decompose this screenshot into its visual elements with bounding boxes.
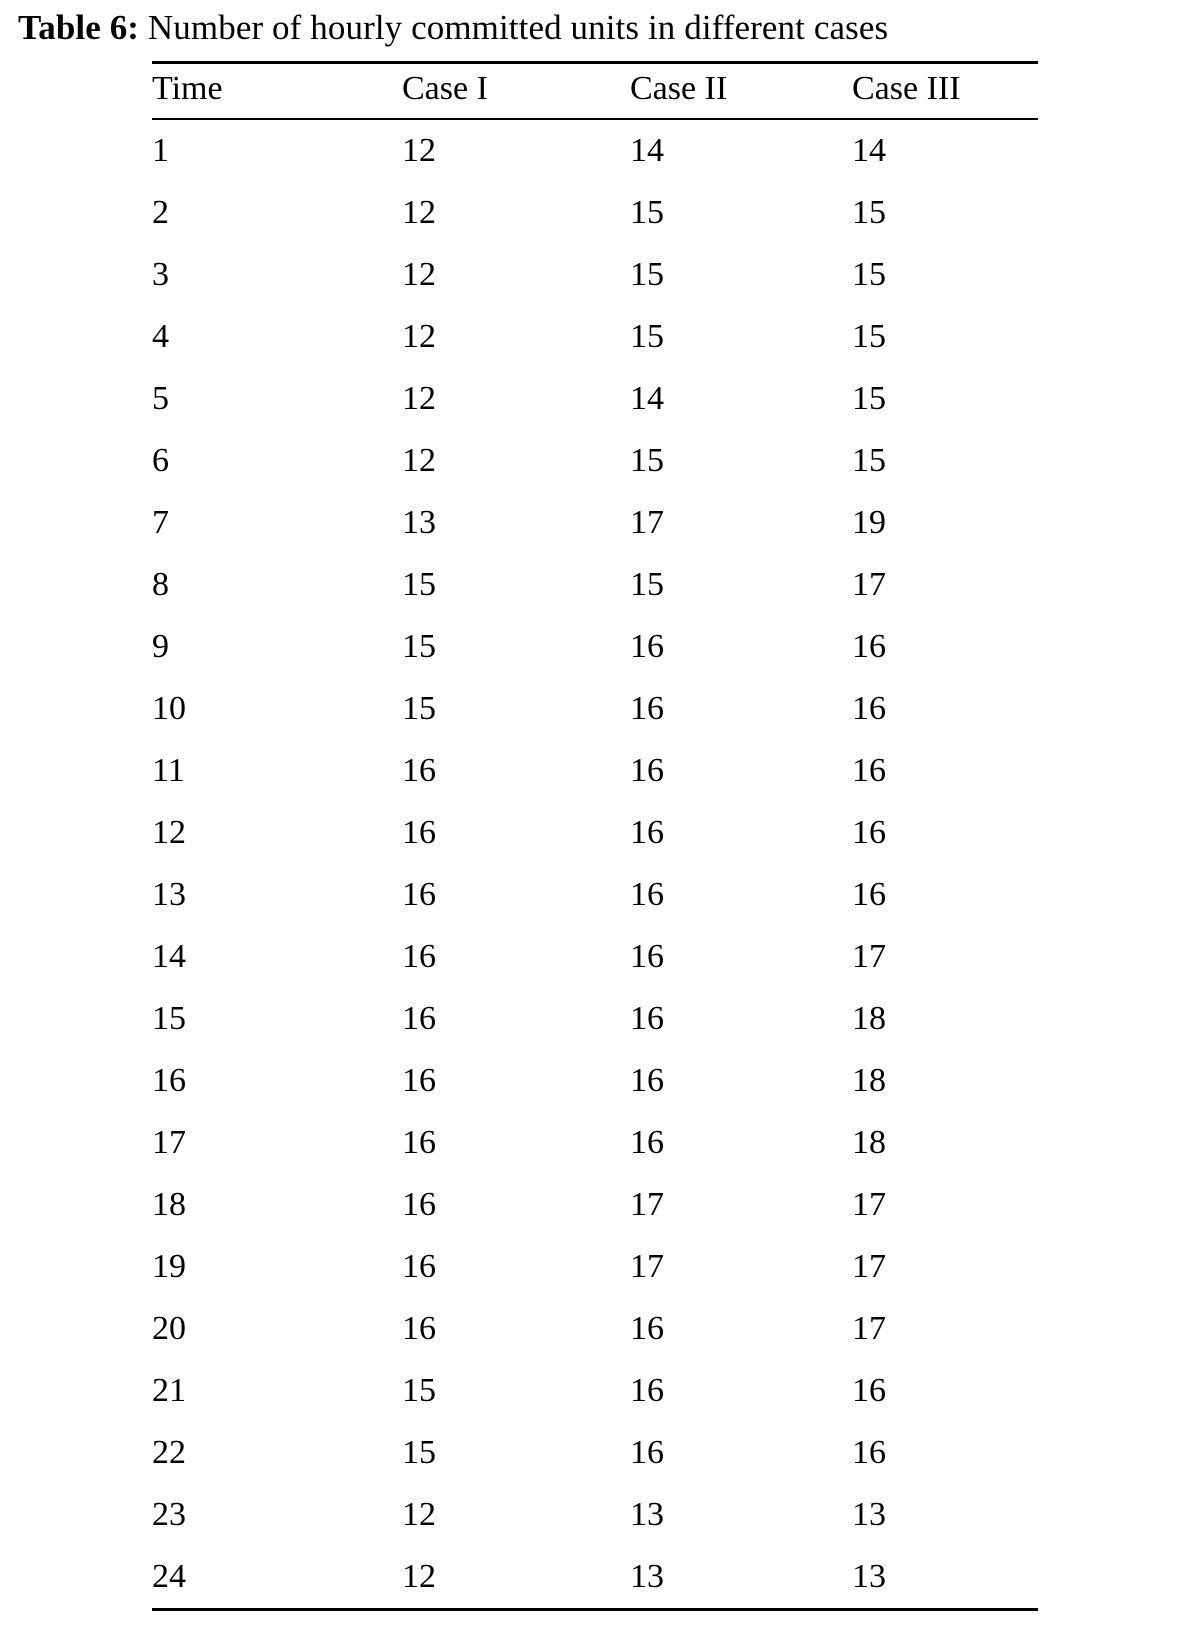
cell-time: 24 <box>152 1546 402 1610</box>
cell-value: 18 <box>852 1124 886 1162</box>
cell-value: 15 <box>852 442 886 480</box>
cell-value: 15 <box>630 318 664 356</box>
cell-time: 16 <box>152 1062 186 1100</box>
cell-value: 17 <box>852 566 886 604</box>
cell-time: 4 <box>152 318 169 356</box>
cell-time: 17 <box>152 1124 186 1162</box>
cell-value: 16 <box>852 628 886 666</box>
cell-time: 6 <box>152 442 169 480</box>
cell-value: 14 <box>630 380 664 418</box>
cell-time: 14 <box>152 938 186 976</box>
cell-value: 16 <box>630 690 664 728</box>
table-row <box>152 1174 1038 1236</box>
table-row <box>152 306 1038 368</box>
cell-time: 18 <box>152 1186 186 1224</box>
column-header-case-3: Case III <box>852 63 1038 120</box>
cell-time: 19 <box>152 1248 186 1286</box>
column-header-case-1: Case I <box>402 63 630 120</box>
table-header-row <box>152 63 1038 120</box>
column-header-time: Time <box>152 63 402 120</box>
cell-value: 16 <box>630 1310 664 1348</box>
cell-value: 15 <box>402 628 436 666</box>
cell-value: 17 <box>852 1248 886 1286</box>
cell-value: 15 <box>630 194 664 232</box>
cell-value: 15 <box>630 442 664 480</box>
table-row <box>152 1422 1038 1484</box>
cell-time: 12 <box>152 814 186 852</box>
table-caption-text: Number of hourly committed units in different cases <box>147 8 889 47</box>
cell-value: 14 <box>852 132 886 170</box>
table-row <box>152 182 1038 244</box>
table-row <box>152 1298 1038 1360</box>
cell-time: 7 <box>152 504 169 542</box>
column-header-case-2: Case II <box>630 63 852 120</box>
cell-value: 13 <box>852 1546 1038 1610</box>
table-row <box>152 616 1038 678</box>
table-row <box>152 740 1038 802</box>
table-row <box>152 119 1038 182</box>
table-row <box>152 926 1038 988</box>
cell-value: 17 <box>630 1248 664 1286</box>
cell-value: 16 <box>852 752 886 790</box>
cell-value: 16 <box>630 876 664 914</box>
cell-value: 16 <box>852 876 886 914</box>
cell-time: 21 <box>152 1372 186 1410</box>
cell-value: 16 <box>630 814 664 852</box>
cell-value: 15 <box>852 318 886 356</box>
cell-value: 16 <box>630 1000 664 1038</box>
cell-value: 15 <box>402 1434 436 1472</box>
table-body <box>152 119 1038 1610</box>
table-row <box>152 244 1038 306</box>
table-header <box>152 63 1038 120</box>
table-row <box>152 492 1038 554</box>
cell-time: 5 <box>152 380 169 418</box>
cell-value: 16 <box>630 628 664 666</box>
cell-time: 1 <box>152 132 169 170</box>
committed-units-table <box>152 61 1038 1611</box>
cell-value: 16 <box>402 1124 436 1162</box>
cell-time: 13 <box>152 876 186 914</box>
cell-value: 16 <box>852 1434 886 1472</box>
cell-value: 15 <box>852 194 886 232</box>
cell-time: 9 <box>152 628 169 666</box>
cell-time: 3 <box>152 256 169 294</box>
cell-value: 15 <box>852 380 886 418</box>
table-row <box>152 864 1038 926</box>
cell-value: 12 <box>402 132 436 170</box>
cell-time: 23 <box>152 1496 186 1534</box>
cell-value: 12 <box>402 1546 630 1610</box>
cell-time: 20 <box>152 1310 186 1348</box>
cell-value: 17 <box>852 1186 886 1224</box>
table-row <box>152 1050 1038 1112</box>
cell-time: 22 <box>152 1434 186 1472</box>
cell-value: 16 <box>852 690 886 728</box>
cell-value: 16 <box>852 1372 886 1410</box>
cell-value: 17 <box>852 938 886 976</box>
cell-value: 13 <box>630 1496 664 1534</box>
cell-value: 15 <box>402 1372 436 1410</box>
cell-value: 12 <box>402 442 436 480</box>
table-caption <box>18 8 1174 47</box>
cell-value: 16 <box>402 752 436 790</box>
cell-value: 16 <box>630 1124 664 1162</box>
cell-time: 10 <box>152 690 186 728</box>
cell-value: 14 <box>630 132 664 170</box>
cell-value: 12 <box>402 318 436 356</box>
cell-value: 15 <box>852 256 886 294</box>
cell-value: 13 <box>402 504 436 542</box>
cell-value: 18 <box>852 1000 886 1038</box>
cell-value: 16 <box>402 1062 436 1100</box>
table-row <box>152 1236 1038 1298</box>
cell-value: 16 <box>402 1248 436 1286</box>
cell-value: 15 <box>402 566 436 604</box>
cell-value: 16 <box>402 1310 436 1348</box>
table-row <box>152 554 1038 616</box>
cell-value: 12 <box>402 194 436 232</box>
cell-value: 16 <box>402 1186 436 1224</box>
cell-time: 2 <box>152 194 169 232</box>
table-row <box>152 988 1038 1050</box>
cell-value: 15 <box>630 566 664 604</box>
cell-value: 17 <box>630 504 664 542</box>
cell-time: 15 <box>152 1000 186 1038</box>
cell-time: 8 <box>152 566 169 604</box>
cell-value: 16 <box>630 752 664 790</box>
cell-value: 16 <box>630 1434 664 1472</box>
cell-value: 16 <box>402 876 436 914</box>
cell-time: 11 <box>152 752 185 790</box>
cell-value: 17 <box>630 1186 664 1224</box>
cell-value: 12 <box>402 1496 436 1534</box>
table-row <box>152 368 1038 430</box>
cell-value: 12 <box>402 380 436 418</box>
cell-value: 17 <box>852 1310 886 1348</box>
table-row <box>152 1546 1038 1610</box>
cell-value: 13 <box>852 1496 886 1534</box>
cell-value: 16 <box>630 1372 664 1410</box>
cell-value: 16 <box>852 814 886 852</box>
cell-value: 13 <box>630 1546 852 1610</box>
table-row <box>152 678 1038 740</box>
table-row <box>152 802 1038 864</box>
table-row <box>152 430 1038 492</box>
cell-value: 16 <box>402 1000 436 1038</box>
table-caption-label: Table 6: <box>18 8 140 47</box>
cell-value: 19 <box>852 504 886 542</box>
table-row <box>152 1112 1038 1174</box>
cell-value: 16 <box>630 1062 664 1100</box>
cell-value: 15 <box>630 256 664 294</box>
cell-value: 12 <box>402 256 436 294</box>
cell-value: 18 <box>852 1062 886 1100</box>
cell-value: 16 <box>402 814 436 852</box>
cell-value: 16 <box>630 938 664 976</box>
cell-value: 16 <box>402 938 436 976</box>
table-row <box>152 1484 1038 1546</box>
table-row <box>152 1360 1038 1422</box>
cell-value: 15 <box>402 690 436 728</box>
